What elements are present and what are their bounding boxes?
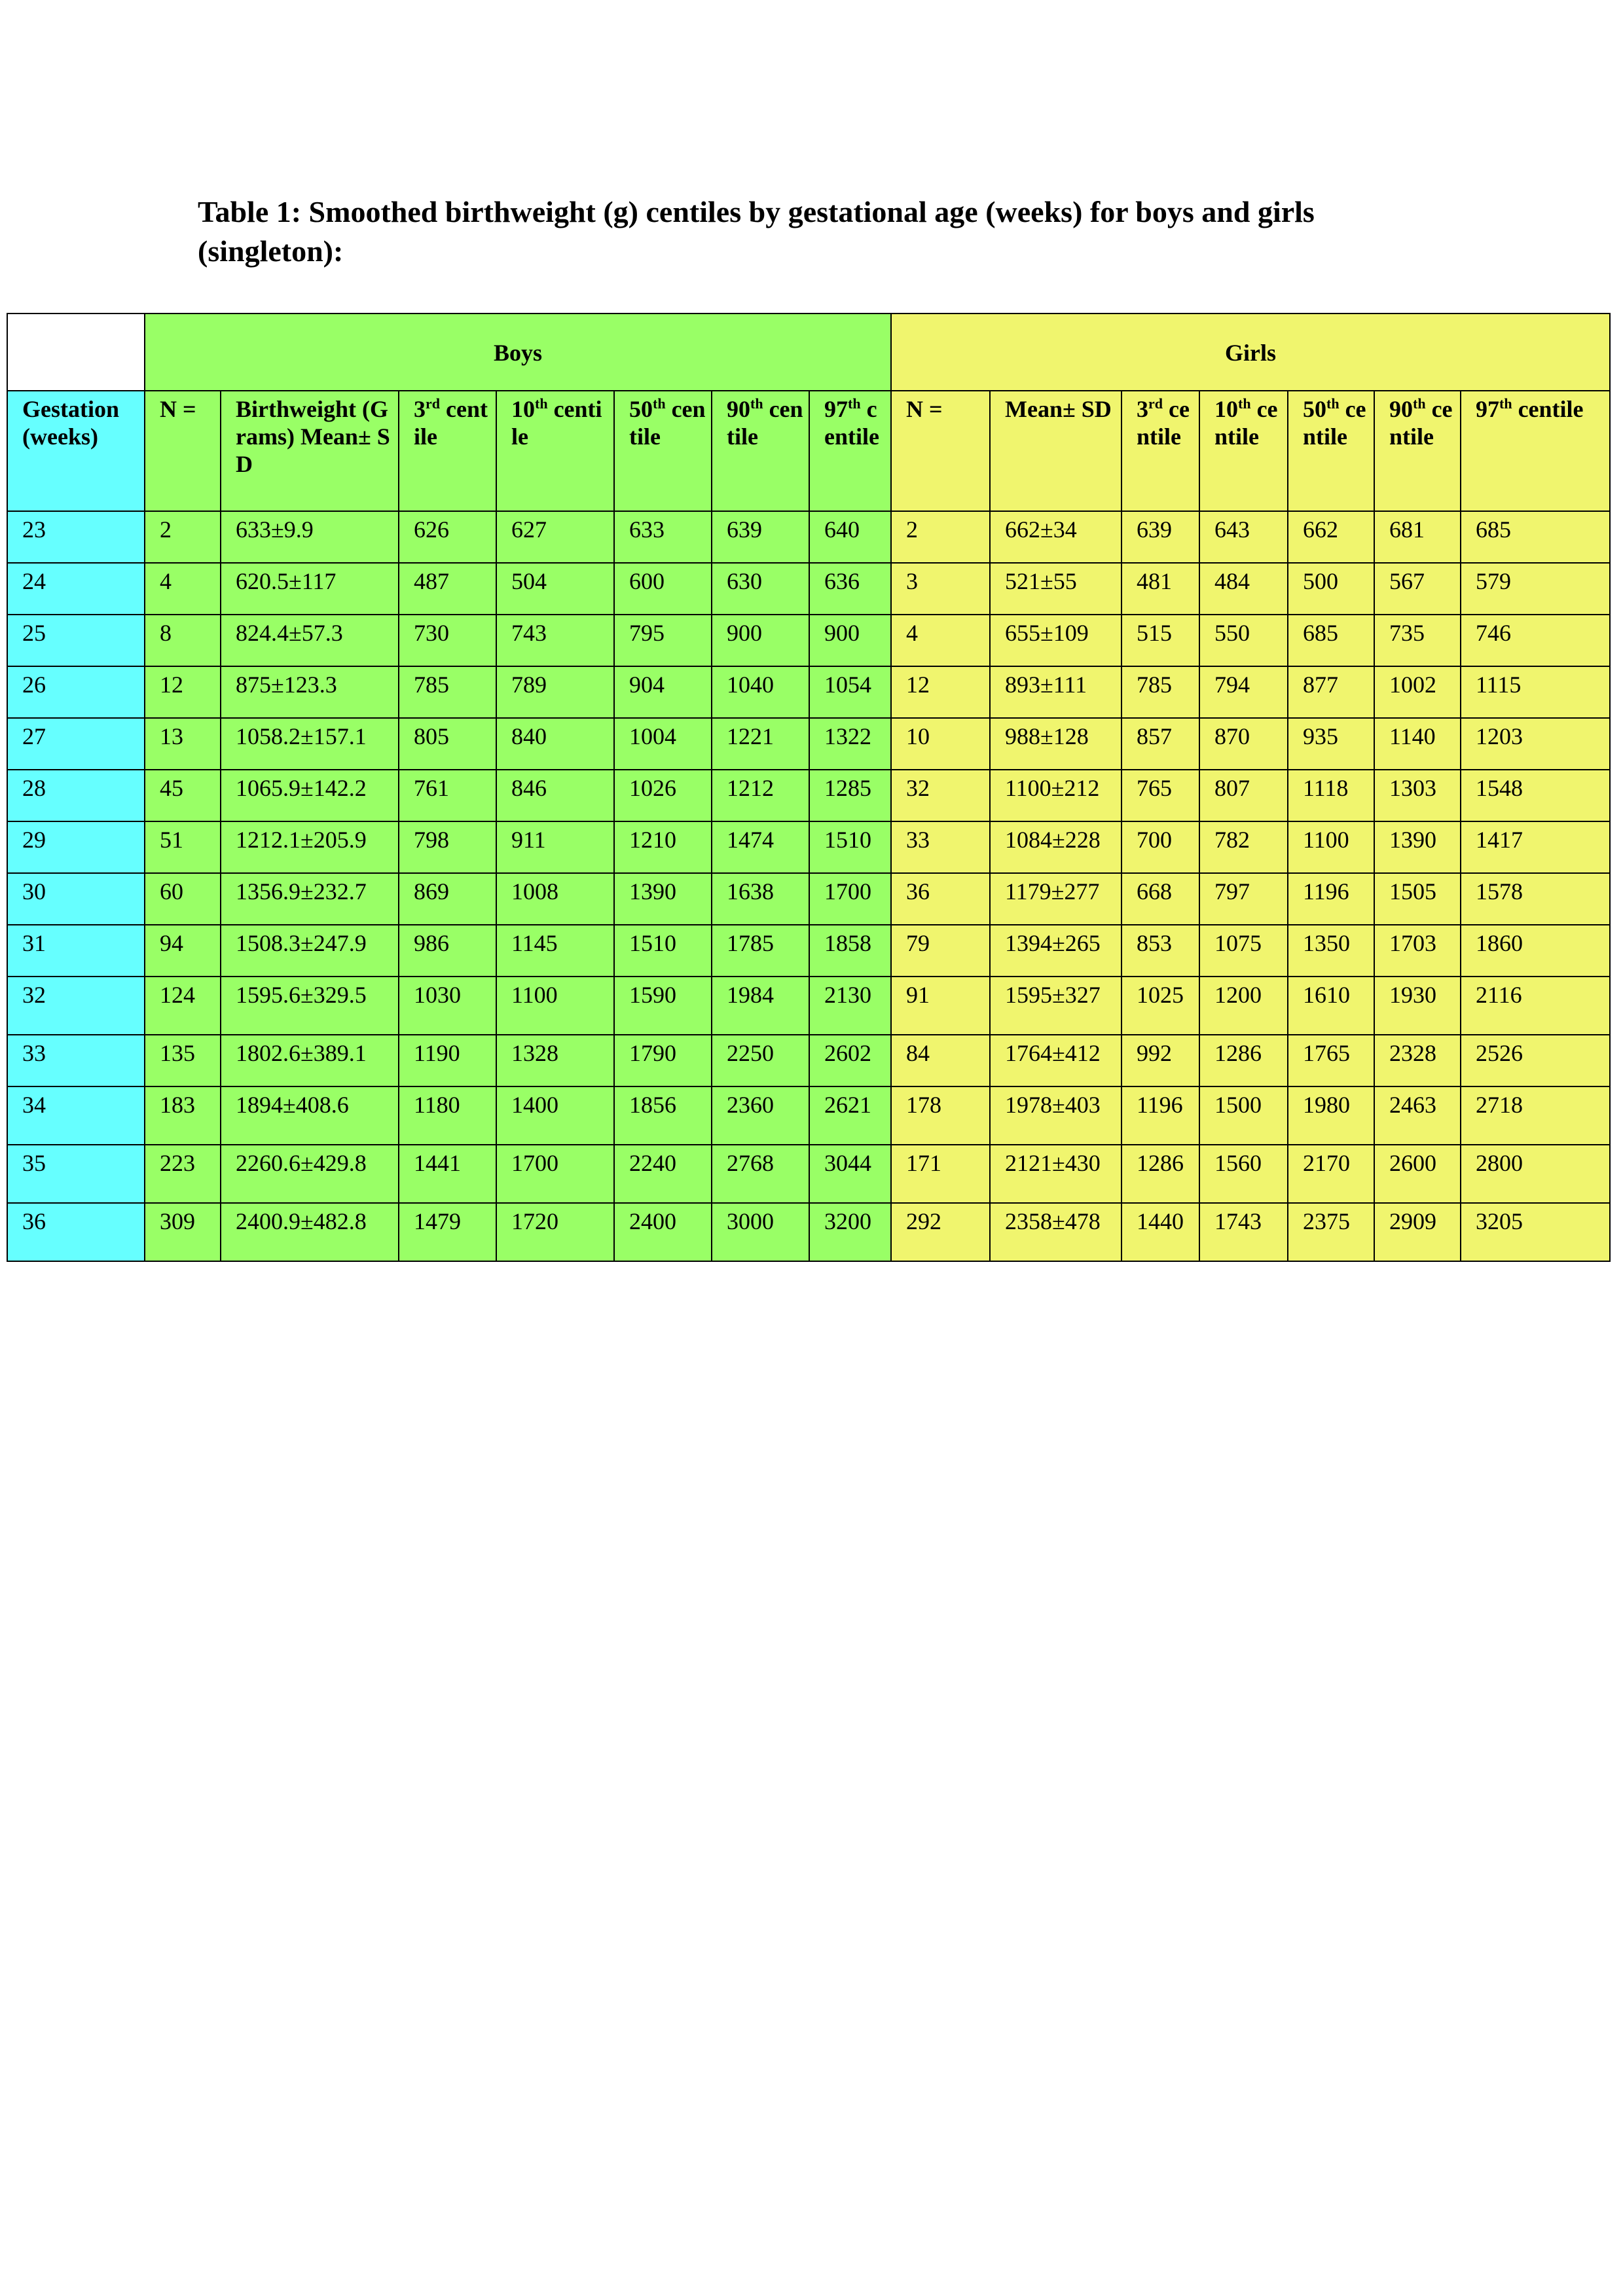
table-row bbox=[7, 770, 1610, 821]
girls-90th-cell: 567 bbox=[1374, 563, 1461, 615]
boys-mean-cell: 824.4±57.3 bbox=[221, 615, 399, 666]
boys-10th-cell: 911 bbox=[496, 821, 614, 873]
girls-90th-centile-header bbox=[1374, 391, 1461, 511]
girls-90th-word: centile bbox=[1389, 396, 1453, 450]
table-row bbox=[7, 1145, 1610, 1203]
girls-n-header: N = bbox=[891, 391, 990, 511]
girls-50th-cell: 877 bbox=[1288, 666, 1374, 718]
girls-n-cell: 10 bbox=[891, 718, 990, 770]
girls-90th-cell: 1930 bbox=[1374, 977, 1461, 1035]
table-row bbox=[7, 718, 1610, 770]
boys-90th-cell: 2360 bbox=[712, 1086, 809, 1145]
girls-3rd-cell: 765 bbox=[1122, 770, 1199, 821]
girls-97th-cell: 579 bbox=[1461, 563, 1610, 615]
girls-3rd-cell: 700 bbox=[1122, 821, 1199, 873]
gestation-cell: 28 bbox=[7, 770, 145, 821]
table-title-line-2: (singleton): bbox=[198, 234, 344, 268]
boys-mean-cell: 1595.6±329.5 bbox=[221, 977, 399, 1035]
boys-3rd-cell: 986 bbox=[399, 925, 496, 977]
boys-3rd-cell: 487 bbox=[399, 563, 496, 615]
girls-50th-cell: 1100 bbox=[1288, 821, 1374, 873]
boys-3rd-cell: 1479 bbox=[399, 1203, 496, 1261]
girls-97th-cell: 3205 bbox=[1461, 1203, 1610, 1261]
boys-10th-cell: 1100 bbox=[496, 977, 614, 1035]
girls-3rd-cell: 853 bbox=[1122, 925, 1199, 977]
boys-10th-cell: 1328 bbox=[496, 1035, 614, 1086]
girls-mean-cell: 1595±327 bbox=[990, 977, 1122, 1035]
girls-97th-cell: 746 bbox=[1461, 615, 1610, 666]
boys-10th-cell: 846 bbox=[496, 770, 614, 821]
girls-n-cell: 171 bbox=[891, 1145, 990, 1203]
boys-90th-cell: 2250 bbox=[712, 1035, 809, 1086]
girls-97th-centile-header bbox=[1461, 391, 1610, 511]
boys-90th-sup: th bbox=[750, 395, 763, 412]
boys-50th-cell: 2400 bbox=[614, 1203, 712, 1261]
boys-n-cell: 60 bbox=[145, 873, 221, 925]
boys-97th-cell: 2602 bbox=[809, 1035, 891, 1086]
girls-10th-num: 10 bbox=[1214, 396, 1238, 422]
boys-50th-cell: 1026 bbox=[614, 770, 712, 821]
boys-90th-cell: 1212 bbox=[712, 770, 809, 821]
boys-n-cell: 183 bbox=[145, 1086, 221, 1145]
table-body bbox=[7, 511, 1610, 1261]
boys-mean-cell: 1802.6±389.1 bbox=[221, 1035, 399, 1086]
boys-90th-centile-header bbox=[712, 391, 809, 511]
boys-50th-cell: 1590 bbox=[614, 977, 712, 1035]
boys-50th-cell: 795 bbox=[614, 615, 712, 666]
girls-10th-cell: 782 bbox=[1199, 821, 1288, 873]
boys-3rd-sup: rd bbox=[426, 395, 440, 412]
boys-90th-cell: 1040 bbox=[712, 666, 809, 718]
boys-3rd-cell: 785 bbox=[399, 666, 496, 718]
boys-n-cell: 94 bbox=[145, 925, 221, 977]
gestation-cell: 32 bbox=[7, 977, 145, 1035]
boys-10th-cell: 743 bbox=[496, 615, 614, 666]
boys-90th-cell: 900 bbox=[712, 615, 809, 666]
girls-90th-cell: 2463 bbox=[1374, 1086, 1461, 1145]
boys-3rd-cell: 1190 bbox=[399, 1035, 496, 1086]
girls-mean-cell: 988±128 bbox=[990, 718, 1122, 770]
table-row bbox=[7, 666, 1610, 718]
boys-50th-cell: 1390 bbox=[614, 873, 712, 925]
boys-50th-cell: 1790 bbox=[614, 1035, 712, 1086]
boys-mean-cell: 1212.1±205.9 bbox=[221, 821, 399, 873]
boys-97th-cell: 2130 bbox=[809, 977, 891, 1035]
boys-50th-cell: 600 bbox=[614, 563, 712, 615]
girls-90th-cell: 1505 bbox=[1374, 873, 1461, 925]
girls-n-cell: 79 bbox=[891, 925, 990, 977]
girls-90th-sup: th bbox=[1413, 395, 1426, 412]
girls-97th-word: centile bbox=[1512, 396, 1584, 422]
boys-n-cell: 12 bbox=[145, 666, 221, 718]
girls-3rd-word: centile bbox=[1137, 396, 1190, 450]
girls-10th-cell: 1075 bbox=[1199, 925, 1288, 977]
girls-50th-cell: 935 bbox=[1288, 718, 1374, 770]
girls-10th-centile-header bbox=[1199, 391, 1288, 511]
girls-90th-cell: 1140 bbox=[1374, 718, 1461, 770]
girls-90th-cell: 1303 bbox=[1374, 770, 1461, 821]
gestation-cell: 34 bbox=[7, 1086, 145, 1145]
girls-mean-cell: 1978±403 bbox=[990, 1086, 1122, 1145]
boys-97th-sup: th bbox=[848, 395, 861, 412]
boys-3rd-word: centile bbox=[414, 396, 488, 450]
boys-mean-header: Birthweight (Grams) Mean± SD bbox=[221, 391, 399, 511]
girls-10th-sup: th bbox=[1238, 395, 1251, 412]
girls-90th-cell: 1390 bbox=[1374, 821, 1461, 873]
girls-10th-cell: 1200 bbox=[1199, 977, 1288, 1035]
boys-10th-cell: 1700 bbox=[496, 1145, 614, 1203]
girls-90th-cell: 2600 bbox=[1374, 1145, 1461, 1203]
girls-3rd-centile-header bbox=[1122, 391, 1199, 511]
boys-50th-cell: 1210 bbox=[614, 821, 712, 873]
boys-50th-word: centile bbox=[629, 396, 706, 450]
girls-97th-cell: 2800 bbox=[1461, 1145, 1610, 1203]
boys-10th-cell: 627 bbox=[496, 511, 614, 563]
boys-50th-cell: 2240 bbox=[614, 1145, 712, 1203]
gestation-cell: 36 bbox=[7, 1203, 145, 1261]
table-row bbox=[7, 1035, 1610, 1086]
girls-50th-cell: 662 bbox=[1288, 511, 1374, 563]
boys-n-cell: 45 bbox=[145, 770, 221, 821]
boys-90th-cell: 1638 bbox=[712, 873, 809, 925]
girls-10th-cell: 484 bbox=[1199, 563, 1288, 615]
girls-n-cell: 3 bbox=[891, 563, 990, 615]
boys-10th-cell: 840 bbox=[496, 718, 614, 770]
girls-50th-cell: 1118 bbox=[1288, 770, 1374, 821]
girls-50th-cell: 1610 bbox=[1288, 977, 1374, 1035]
gestation-cell: 31 bbox=[7, 925, 145, 977]
girls-mean-cell: 2358±478 bbox=[990, 1203, 1122, 1261]
girls-50th-cell: 2375 bbox=[1288, 1203, 1374, 1261]
girls-10th-cell: 797 bbox=[1199, 873, 1288, 925]
table-row bbox=[7, 511, 1610, 563]
girls-97th-cell: 2116 bbox=[1461, 977, 1610, 1035]
birthweight-table bbox=[7, 313, 1611, 1262]
boys-3rd-cell: 1030 bbox=[399, 977, 496, 1035]
boys-97th-word: centile bbox=[824, 396, 879, 450]
gestation-cell: 25 bbox=[7, 615, 145, 666]
boys-90th-cell: 2768 bbox=[712, 1145, 809, 1203]
girls-3rd-sup: rd bbox=[1148, 395, 1163, 412]
girls-n-cell: 12 bbox=[891, 666, 990, 718]
girls-n-cell: 178 bbox=[891, 1086, 990, 1145]
table-row bbox=[7, 1203, 1610, 1261]
boys-50th-centile-header bbox=[614, 391, 712, 511]
boys-mean-cell: 633±9.9 bbox=[221, 511, 399, 563]
gestation-cell: 24 bbox=[7, 563, 145, 615]
boys-97th-cell: 3200 bbox=[809, 1203, 891, 1261]
gestation-header: Gestation (weeks) bbox=[7, 391, 145, 511]
girls-n-cell: 32 bbox=[891, 770, 990, 821]
girls-90th-cell: 1002 bbox=[1374, 666, 1461, 718]
gestation-cell: 35 bbox=[7, 1145, 145, 1203]
boys-3rd-cell: 869 bbox=[399, 873, 496, 925]
boys-50th-cell: 1510 bbox=[614, 925, 712, 977]
gestation-cell: 23 bbox=[7, 511, 145, 563]
girls-n-cell: 33 bbox=[891, 821, 990, 873]
boys-10th-word: centile bbox=[511, 396, 602, 450]
girls-10th-cell: 1743 bbox=[1199, 1203, 1288, 1261]
girls-n-cell: 4 bbox=[891, 615, 990, 666]
girls-mean-cell: 1394±265 bbox=[990, 925, 1122, 977]
girls-97th-cell: 1203 bbox=[1461, 718, 1610, 770]
girls-mean-cell: 2121±430 bbox=[990, 1145, 1122, 1203]
boys-mean-cell: 620.5±117 bbox=[221, 563, 399, 615]
girls-3rd-cell: 1440 bbox=[1122, 1203, 1199, 1261]
boys-50th-cell: 1004 bbox=[614, 718, 712, 770]
girls-mean-cell: 893±111 bbox=[990, 666, 1122, 718]
girls-50th-cell: 2170 bbox=[1288, 1145, 1374, 1203]
boys-90th-cell: 630 bbox=[712, 563, 809, 615]
boys-10th-cell: 789 bbox=[496, 666, 614, 718]
girls-mean-cell: 1179±277 bbox=[990, 873, 1122, 925]
girls-97th-cell: 1548 bbox=[1461, 770, 1610, 821]
gestation-cell: 30 bbox=[7, 873, 145, 925]
girls-3rd-cell: 1196 bbox=[1122, 1086, 1199, 1145]
boys-90th-num: 90 bbox=[727, 396, 750, 422]
girls-mean-cell: 521±55 bbox=[990, 563, 1122, 615]
boys-50th-cell: 1856 bbox=[614, 1086, 712, 1145]
girls-3rd-cell: 1025 bbox=[1122, 977, 1199, 1035]
girls-10th-cell: 1286 bbox=[1199, 1035, 1288, 1086]
girls-n-cell: 2 bbox=[891, 511, 990, 563]
girls-n-cell: 292 bbox=[891, 1203, 990, 1261]
girls-50th-word: centile bbox=[1303, 396, 1366, 450]
girls-90th-num: 90 bbox=[1389, 396, 1413, 422]
boys-90th-word: centile bbox=[727, 396, 803, 450]
girls-10th-cell: 794 bbox=[1199, 666, 1288, 718]
boys-mean-cell: 2400.9±482.8 bbox=[221, 1203, 399, 1261]
boys-n-cell: 51 bbox=[145, 821, 221, 873]
girls-50th-cell: 1196 bbox=[1288, 873, 1374, 925]
boys-97th-cell: 3044 bbox=[809, 1145, 891, 1203]
girls-90th-cell: 1703 bbox=[1374, 925, 1461, 977]
table-row bbox=[7, 925, 1610, 977]
girls-97th-cell: 2526 bbox=[1461, 1035, 1610, 1086]
boys-3rd-cell: 805 bbox=[399, 718, 496, 770]
girls-3rd-cell: 515 bbox=[1122, 615, 1199, 666]
girls-50th-sup: th bbox=[1326, 395, 1340, 412]
girls-97th-cell: 1115 bbox=[1461, 666, 1610, 718]
girls-10th-cell: 870 bbox=[1199, 718, 1288, 770]
boys-n-cell: 2 bbox=[145, 511, 221, 563]
girls-3rd-cell: 1286 bbox=[1122, 1145, 1199, 1203]
boys-50th-num: 50 bbox=[629, 396, 653, 422]
boys-97th-cell: 900 bbox=[809, 615, 891, 666]
girls-50th-cell: 1350 bbox=[1288, 925, 1374, 977]
girls-97th-sup: th bbox=[1499, 395, 1512, 412]
girls-10th-cell: 1560 bbox=[1199, 1145, 1288, 1203]
group-header-row bbox=[7, 314, 1610, 391]
girls-90th-cell: 681 bbox=[1374, 511, 1461, 563]
boys-3rd-cell: 798 bbox=[399, 821, 496, 873]
table-row bbox=[7, 1086, 1610, 1145]
girls-group-header: Girls bbox=[891, 314, 1610, 391]
girls-50th-cell: 685 bbox=[1288, 615, 1374, 666]
girls-n-cell: 84 bbox=[891, 1035, 990, 1086]
table-row bbox=[7, 873, 1610, 925]
girls-10th-cell: 1500 bbox=[1199, 1086, 1288, 1145]
boys-97th-num: 97 bbox=[824, 396, 848, 422]
boys-90th-cell: 1785 bbox=[712, 925, 809, 977]
girls-90th-cell: 2328 bbox=[1374, 1035, 1461, 1086]
boys-10th-cell: 1008 bbox=[496, 873, 614, 925]
table-title bbox=[198, 192, 1494, 271]
boys-n-cell: 135 bbox=[145, 1035, 221, 1086]
girls-mean-cell: 1100±212 bbox=[990, 770, 1122, 821]
boys-3rd-num: 3 bbox=[414, 396, 426, 422]
boys-group-header: Boys bbox=[145, 314, 891, 391]
boys-mean-cell: 1894±408.6 bbox=[221, 1086, 399, 1145]
girls-3rd-cell: 668 bbox=[1122, 873, 1199, 925]
table-row bbox=[7, 977, 1610, 1035]
boys-97th-cell: 1510 bbox=[809, 821, 891, 873]
boys-97th-cell: 1322 bbox=[809, 718, 891, 770]
boys-10th-cell: 504 bbox=[496, 563, 614, 615]
girls-10th-cell: 550 bbox=[1199, 615, 1288, 666]
table-row bbox=[7, 821, 1610, 873]
girls-90th-cell: 2909 bbox=[1374, 1203, 1461, 1261]
girls-50th-num: 50 bbox=[1303, 396, 1326, 422]
girls-3rd-cell: 857 bbox=[1122, 718, 1199, 770]
boys-n-cell: 13 bbox=[145, 718, 221, 770]
girls-97th-cell: 685 bbox=[1461, 511, 1610, 563]
girls-mean-cell: 1764±412 bbox=[990, 1035, 1122, 1086]
girls-10th-word: centile bbox=[1214, 396, 1278, 450]
girls-n-cell: 36 bbox=[891, 873, 990, 925]
girls-3rd-cell: 481 bbox=[1122, 563, 1199, 615]
boys-n-cell: 8 bbox=[145, 615, 221, 666]
boys-97th-cell: 1858 bbox=[809, 925, 891, 977]
boys-mean-cell: 1065.9±142.2 bbox=[221, 770, 399, 821]
boys-3rd-cell: 730 bbox=[399, 615, 496, 666]
boys-3rd-cell: 1441 bbox=[399, 1145, 496, 1203]
boys-10th-cell: 1145 bbox=[496, 925, 614, 977]
boys-97th-cell: 636 bbox=[809, 563, 891, 615]
girls-mean-cell: 655±109 bbox=[990, 615, 1122, 666]
girls-n-cell: 91 bbox=[891, 977, 990, 1035]
girls-3rd-cell: 639 bbox=[1122, 511, 1199, 563]
boys-90th-cell: 1984 bbox=[712, 977, 809, 1035]
corner-cell bbox=[7, 314, 145, 391]
boys-90th-cell: 1474 bbox=[712, 821, 809, 873]
boys-n-cell: 309 bbox=[145, 1203, 221, 1261]
girls-mean-cell: 662±34 bbox=[990, 511, 1122, 563]
girls-97th-cell: 1417 bbox=[1461, 821, 1610, 873]
boys-3rd-cell: 626 bbox=[399, 511, 496, 563]
boys-mean-cell: 2260.6±429.8 bbox=[221, 1145, 399, 1203]
girls-10th-cell: 807 bbox=[1199, 770, 1288, 821]
boys-n-header: N = bbox=[145, 391, 221, 511]
boys-mean-cell: 875±123.3 bbox=[221, 666, 399, 718]
gestation-cell: 26 bbox=[7, 666, 145, 718]
boys-n-cell: 4 bbox=[145, 563, 221, 615]
boys-10th-sup: th bbox=[535, 395, 548, 412]
girls-mean-cell: 1084±228 bbox=[990, 821, 1122, 873]
boys-n-cell: 124 bbox=[145, 977, 221, 1035]
boys-3rd-cell: 1180 bbox=[399, 1086, 496, 1145]
gestation-cell: 33 bbox=[7, 1035, 145, 1086]
boys-97th-cell: 1285 bbox=[809, 770, 891, 821]
girls-50th-cell: 1765 bbox=[1288, 1035, 1374, 1086]
table-row bbox=[7, 563, 1610, 615]
boys-97th-cell: 1700 bbox=[809, 873, 891, 925]
boys-3rd-cell: 761 bbox=[399, 770, 496, 821]
boys-mean-cell: 1508.3±247.9 bbox=[221, 925, 399, 977]
girls-50th-cell: 500 bbox=[1288, 563, 1374, 615]
girls-97th-cell: 1860 bbox=[1461, 925, 1610, 977]
boys-50th-sup: th bbox=[653, 395, 666, 412]
column-header-row bbox=[7, 391, 1610, 511]
table-row bbox=[7, 615, 1610, 666]
girls-97th-cell: 2718 bbox=[1461, 1086, 1610, 1145]
gestation-cell: 27 bbox=[7, 718, 145, 770]
girls-mean-header: Mean± SD bbox=[990, 391, 1122, 511]
boys-10th-cell: 1400 bbox=[496, 1086, 614, 1145]
boys-n-cell: 223 bbox=[145, 1145, 221, 1203]
girls-3rd-num: 3 bbox=[1137, 396, 1148, 422]
girls-97th-num: 97 bbox=[1476, 396, 1499, 422]
girls-90th-cell: 735 bbox=[1374, 615, 1461, 666]
boys-97th-cell: 1054 bbox=[809, 666, 891, 718]
boys-3rd-centile-header bbox=[399, 391, 496, 511]
boys-90th-cell: 1221 bbox=[712, 718, 809, 770]
girls-50th-cell: 1980 bbox=[1288, 1086, 1374, 1145]
boys-90th-cell: 639 bbox=[712, 511, 809, 563]
girls-10th-cell: 643 bbox=[1199, 511, 1288, 563]
boys-mean-cell: 1356.9±232.7 bbox=[221, 873, 399, 925]
boys-97th-cell: 2621 bbox=[809, 1086, 891, 1145]
boys-10th-num: 10 bbox=[511, 396, 535, 422]
boys-10th-centile-header bbox=[496, 391, 614, 511]
girls-50th-centile-header bbox=[1288, 391, 1374, 511]
boys-mean-cell: 1058.2±157.1 bbox=[221, 718, 399, 770]
gestation-cell: 29 bbox=[7, 821, 145, 873]
girls-97th-cell: 1578 bbox=[1461, 873, 1610, 925]
girls-3rd-cell: 992 bbox=[1122, 1035, 1199, 1086]
boys-90th-cell: 3000 bbox=[712, 1203, 809, 1261]
table-title-line-1: Table 1: Smoothed birthweight (g) centiles by gestational age (weeks) for boys and girls bbox=[198, 195, 1315, 228]
girls-3rd-cell: 785 bbox=[1122, 666, 1199, 718]
boys-97th-cell: 640 bbox=[809, 511, 891, 563]
boys-50th-cell: 633 bbox=[614, 511, 712, 563]
boys-10th-cell: 1720 bbox=[496, 1203, 614, 1261]
boys-50th-cell: 904 bbox=[614, 666, 712, 718]
boys-97th-centile-header bbox=[809, 391, 891, 511]
